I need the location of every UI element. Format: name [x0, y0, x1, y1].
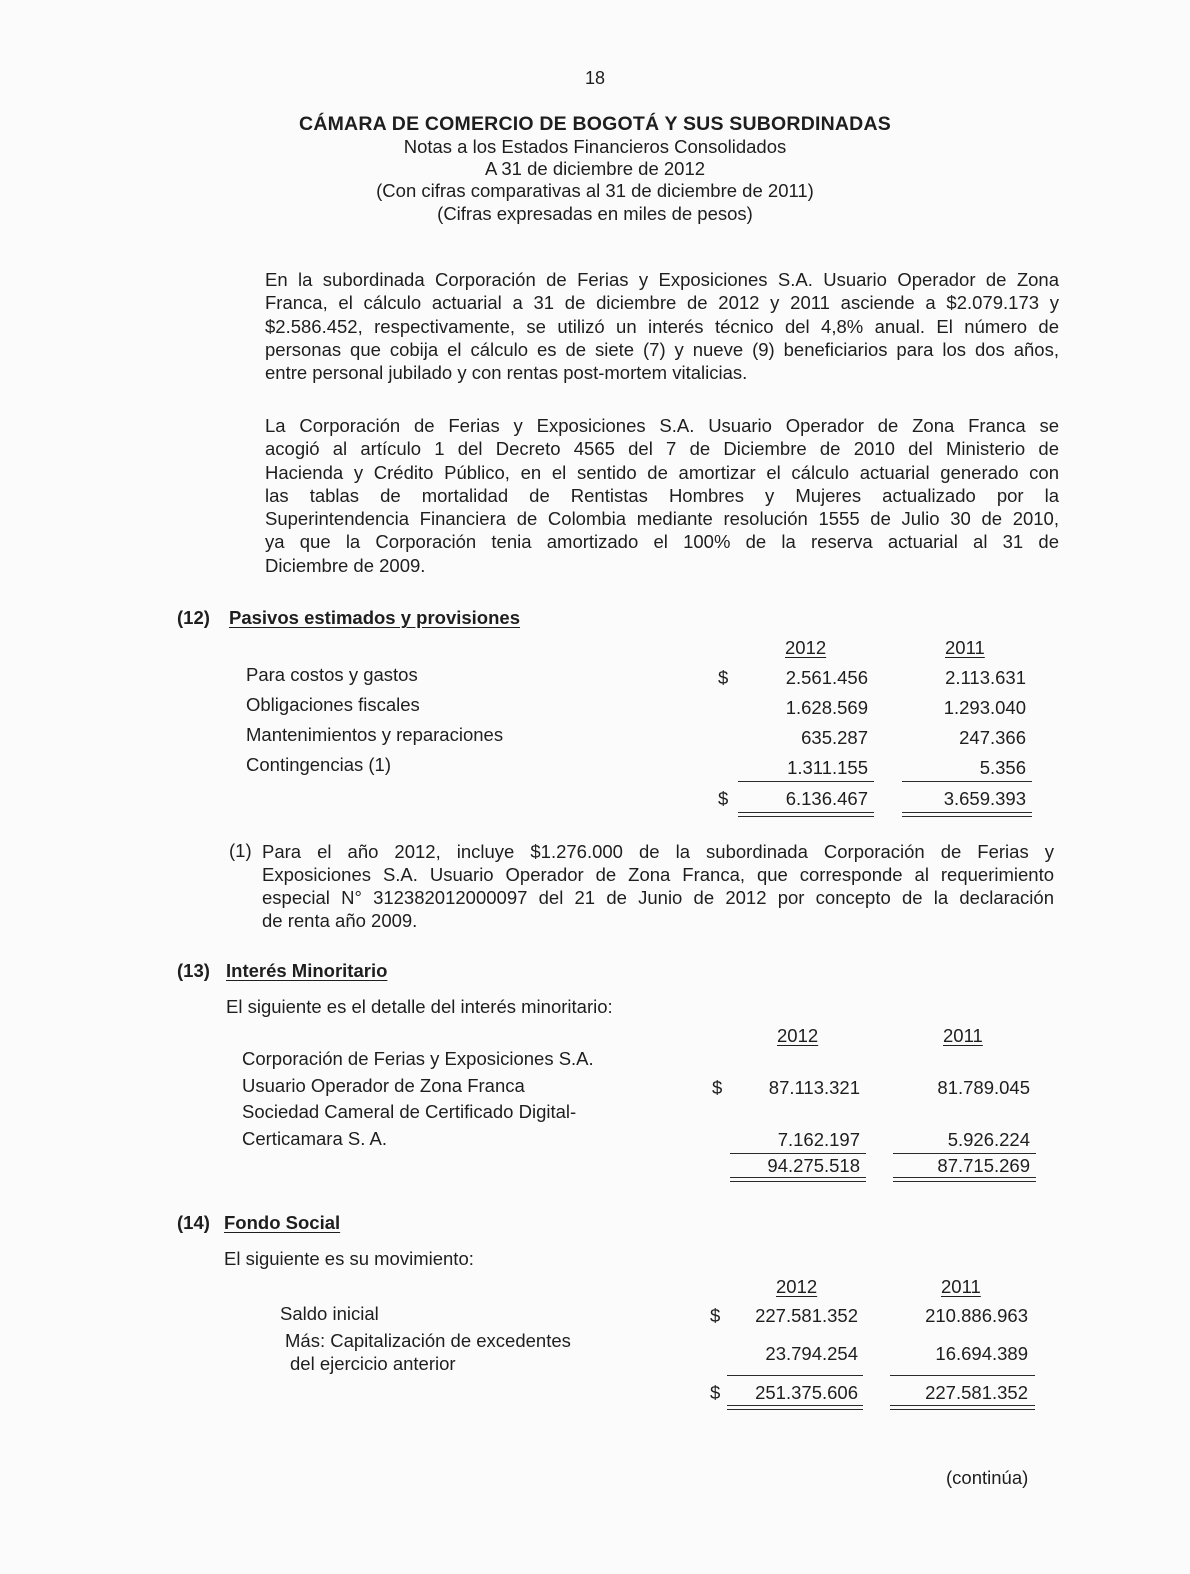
value-2011: 16.694.389 — [935, 1343, 1028, 1364]
total-2011: 87.715.269 — [937, 1155, 1030, 1176]
value-2012: 1.311.155 — [787, 757, 868, 778]
paragraph-line: Hacienda y Crédito Público, en el sentido de amortizar el cálculo actuarial generado con — [265, 461, 1059, 483]
value-2012: 635.287 — [801, 727, 868, 748]
footnote-line: de renta año 2009. — [262, 910, 418, 931]
value-2011: 5.926.224 — [947, 1129, 1030, 1150]
total-double-rule — [890, 1405, 1035, 1410]
header-comparative: (Con cifras comparativas al 31 de diciembre de 2011) — [376, 180, 814, 201]
column-header-2012: 2012 — [785, 637, 827, 658]
row-label: del ejercicio anterior — [290, 1353, 456, 1374]
footnote-line: Exposiciones S.A. Usuario Operador de Zona Franca, que corresponde al requerimiento — [262, 864, 1054, 885]
total-double-rule — [730, 1177, 866, 1182]
total-2012: 6.136.467 — [785, 788, 868, 809]
row-label: Obligaciones fiscales — [246, 694, 420, 715]
currency-symbol: $ — [718, 667, 729, 688]
subtotal-rule — [738, 781, 874, 782]
continues-label: (continúa) — [946, 1467, 1029, 1488]
row-label: Contingencias (1) — [246, 754, 391, 775]
row-label: Para costos y gastos — [246, 664, 418, 685]
row-label: Corporación de Ferias y Exposiciones S.A. — [242, 1048, 594, 1069]
currency-symbol: $ — [718, 788, 729, 809]
column-header-2011: 2011 — [943, 1025, 983, 1046]
currency-symbol: $ — [710, 1305, 721, 1326]
section-13-number: (13) — [177, 960, 210, 981]
row-label: Certicamara S. A. — [242, 1128, 387, 1149]
total-2011: 3.659.393 — [943, 788, 1026, 809]
paragraph-line: Superintendencia Financiera de Colombia mediante resolución 1555 de Julio 30 de 2010, — [265, 508, 1059, 530]
total-2012: 251.375.606 — [755, 1382, 858, 1403]
footnote-line: especial N° 312382012000097 del 21 de Junio de 2012 por concepto de la declaración — [262, 887, 1054, 908]
row-label: Sociedad Cameral de Certificado Digital- — [242, 1101, 577, 1122]
total-2011: 227.581.352 — [925, 1382, 1028, 1403]
section-12-title: Pasivos estimados y provisiones — [229, 607, 520, 628]
value-2011: 81.789.045 — [937, 1077, 1030, 1098]
value-2012: 87.113.321 — [768, 1077, 860, 1098]
value-2012: 23.794.254 — [765, 1343, 858, 1364]
column-header-2011: 2011 — [941, 1276, 981, 1297]
subtotal-rule — [730, 1153, 866, 1154]
paragraph-line: las tablas de mortalidad de Rentistas Hombres y Mujeres actualizado por la — [265, 484, 1059, 506]
header-date: A 31 de diciembre de 2012 — [484, 158, 706, 179]
paragraph-actuarial-calc — [265, 268, 1059, 384]
row-label: Saldo inicial — [280, 1303, 379, 1324]
footnote-marker: (1) — [229, 840, 252, 861]
subtotal-rule — [890, 1375, 1035, 1376]
paragraph-line: En la subordinada Corporación de Ferias y Exposiciones S.A. Usuario Operador de Zona — [265, 269, 1059, 290]
value-2012: 7.162.197 — [777, 1129, 860, 1150]
section-12-number: (12) — [177, 607, 210, 628]
total-double-rule — [727, 1405, 863, 1410]
value-2011: 247.366 — [959, 727, 1026, 748]
value-2012: 227.581.352 — [755, 1305, 858, 1326]
subtotal-rule — [727, 1375, 863, 1376]
section-14-number: (14) — [177, 1212, 210, 1233]
footnote-line: Para el año 2012, incluye $1.276.000 de la subordinada Corporación de Ferias y — [262, 841, 1054, 862]
column-header-2011: 2011 — [945, 637, 985, 658]
row-label: Más: Capitalización de excedentes — [285, 1330, 571, 1351]
row-label: Mantenimientos y reparaciones — [246, 724, 504, 745]
page-number: 18 — [584, 68, 606, 88]
paragraph-decree — [265, 414, 1059, 577]
total-double-rule — [738, 812, 874, 817]
currency-symbol: $ — [712, 1077, 723, 1098]
column-header-2012: 2012 — [777, 1025, 819, 1046]
total-2012: 94.275.518 — [767, 1155, 860, 1176]
paragraph-line: entre personal jubilado y con rentas post-mortem vitalicias. — [265, 362, 748, 384]
value-2011: 5.356 — [979, 757, 1026, 778]
paragraph-line: $2.586.452, respectivamente, se utilizó un interés técnico del 4,8% anual. El número de — [265, 315, 1059, 337]
section-13-intro: El siguiente es el detalle del interés minoritario: — [226, 996, 613, 1017]
subtotal-rule — [902, 781, 1032, 782]
total-double-rule — [893, 1177, 1036, 1182]
paragraph-line: Diciembre de 2009. — [265, 554, 426, 576]
paragraph-line: Franca, el cálculo actuarial a 31 de diciembre de 2012 y 2011 asciende a $2.079.173 y — [265, 292, 1059, 314]
header-subtitle: Notas a los Estados Financieros Consolidados — [403, 136, 787, 157]
header-units: (Cifras expresadas en miles de pesos) — [437, 203, 753, 224]
value-2011: 1.293.040 — [943, 697, 1026, 718]
value-2012: 1.628.569 — [785, 697, 868, 718]
row-label: Usuario Operador de Zona Franca — [242, 1075, 525, 1096]
subtotal-rule — [893, 1153, 1036, 1154]
paragraph-line: personas que cobija el cálculo es de siete (7) y nueve (9) beneficiarios para los dos años, — [265, 338, 1059, 360]
paragraph-line: La Corporación de Ferias y Exposiciones S.A. Usuario Operador de Zona Franca se — [265, 415, 1059, 436]
value-2012: 2.561.456 — [785, 667, 868, 688]
section-13-title: Interés Minoritario — [226, 960, 388, 981]
section-14-intro: El siguiente es su movimiento: — [224, 1248, 474, 1269]
currency-symbol: $ — [710, 1382, 721, 1403]
column-header-2012: 2012 — [776, 1276, 818, 1297]
paragraph-line: ya que la Corporación tenia amortizado el 100% de la reserva actuarial al 31 de — [265, 531, 1059, 553]
footnote-text — [262, 840, 1054, 932]
section-14-title: Fondo Social — [224, 1212, 341, 1233]
paragraph-line: acogió al artículo 1 del Decreto 4565 del 7 de Diciembre de 2010 del Ministerio de — [265, 438, 1059, 460]
total-double-rule — [902, 812, 1032, 817]
value-2011: 2.113.631 — [945, 667, 1026, 688]
value-2011: 210.886.963 — [925, 1305, 1028, 1326]
document-title: CÁMARA DE COMERCIO DE BOGOTÁ Y SUS SUBORDINADAS — [299, 113, 891, 135]
